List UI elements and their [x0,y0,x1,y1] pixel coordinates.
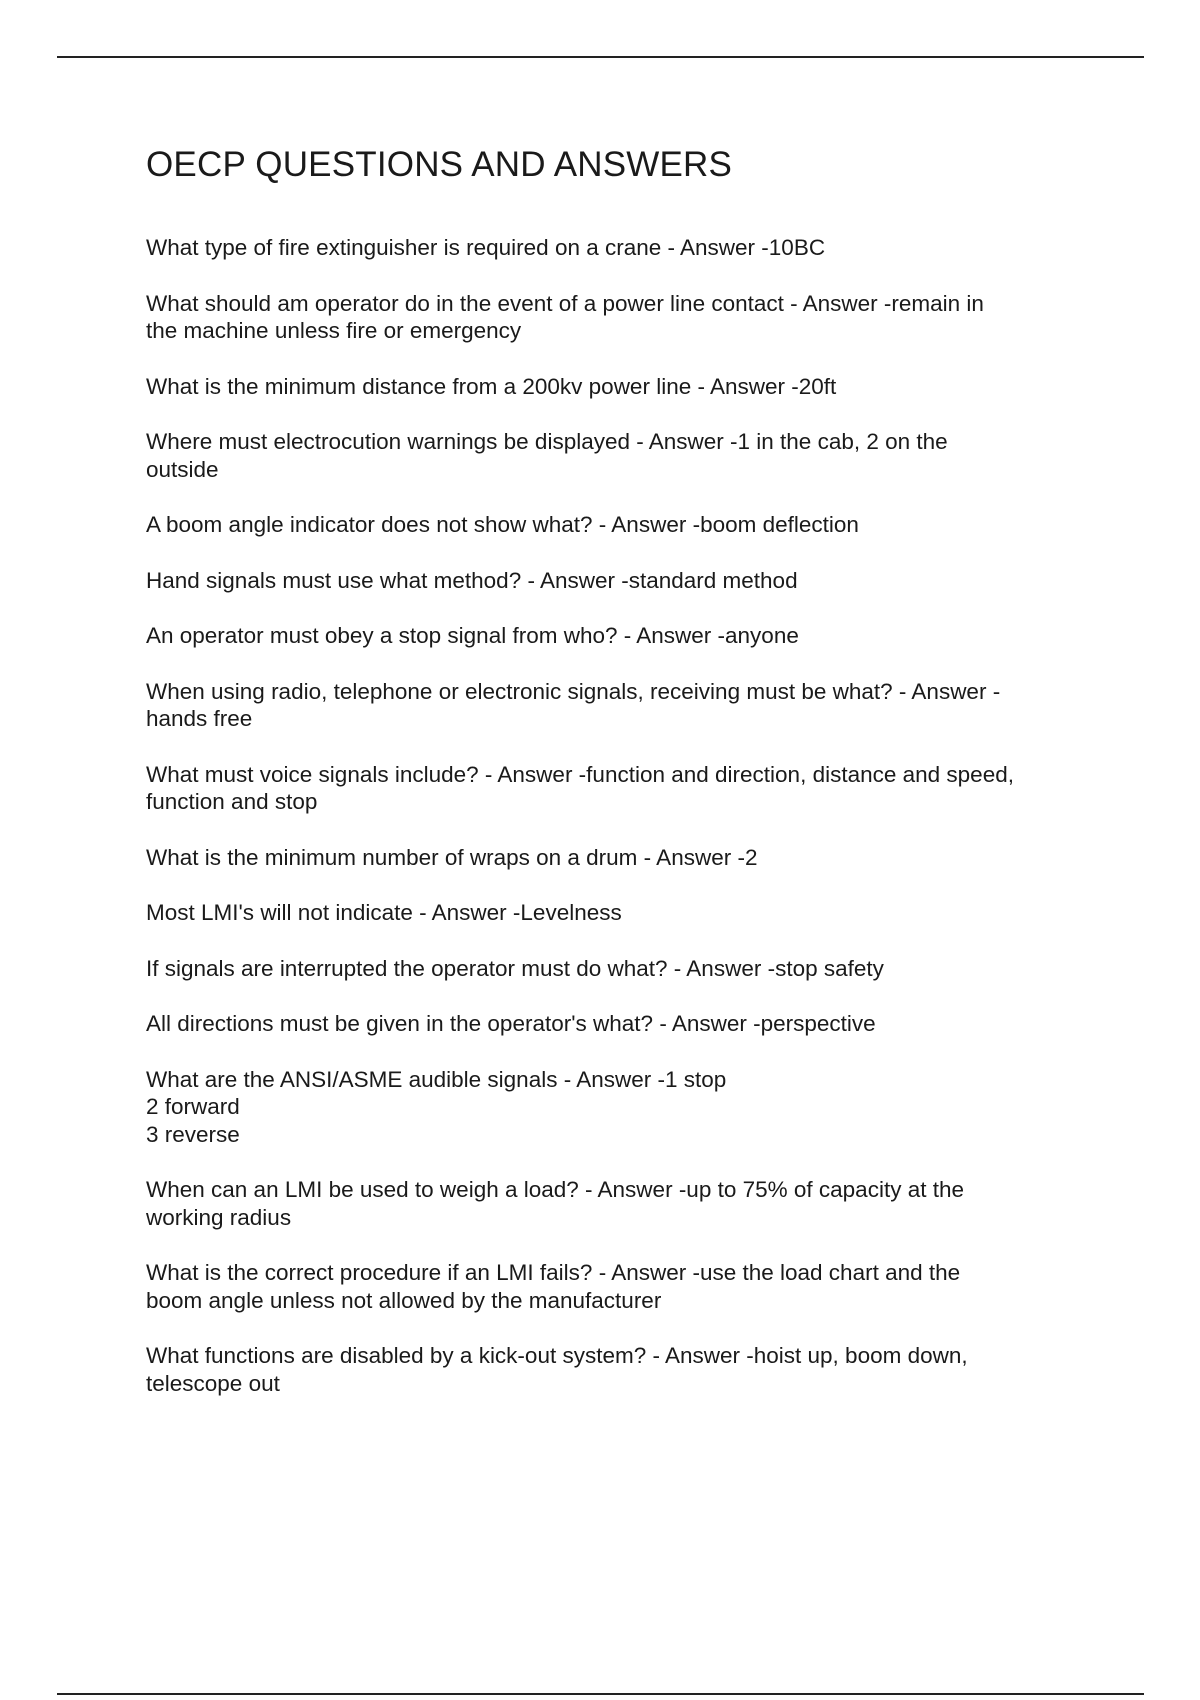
qa-item: What functions are disabled by a kick-out system? - Answer -hoist up, boom down, telescope out [146,1343,968,1396]
qa-item: What is the minimum distance from a 200kv power line - Answer -20ft [146,373,837,399]
document-title: OECP QUESTIONS AND ANSWERS [146,145,733,184]
qa-item: All directions must be given in the operator's what? - Answer -perspective [146,1011,876,1036]
qa-item: What type of fire extinguisher is required on a crane - Answer -10BC [146,235,826,260]
qa-item: Most LMI's will not indicate - Answer -Levelness [146,900,622,925]
qa-item: When using radio, telephone or electronic signals, receiving must be what? - Answer - hands free [146,678,1001,731]
qa-item: If signals are interrupted the operator must do what? - Answer -stop safety [146,955,884,981]
bottom-divider [57,1693,1144,1695]
qa-list [146,234,1106,1397]
qa-item: What is the minimum number of wraps on a drum - Answer -2 [146,844,758,870]
qa-item: What are the ANSI/ASME audible signals - Answer -1 stop 2 forward 3 reverse [146,1066,727,1147]
qa-item: Hand signals must use what method? - Answer -standard method [146,567,798,593]
qa-item: What is the correct procedure if an LMI fails? - Answer -use the load chart and the boom angle unless not allowed by the manufacturer [146,1260,961,1313]
qa-item: A boom angle indicator does not show what? - Answer -boom deflection [146,512,859,537]
top-divider [57,56,1144,58]
qa-item: What must voice signals include? - Answer -function and direction, distance and speed, function and stop [146,761,1014,814]
document-body [146,145,1106,1425]
qa-item: When can an LMI be used to weigh a load? - Answer -up to 75% of capacity at the working radius [146,1177,964,1230]
qa-item: An operator must obey a stop signal from who? - Answer -anyone [146,623,799,648]
qa-item: What should am operator do in the event of a power line contact - Answer -remain in the machine unless fire or emergency [146,290,984,343]
qa-item: Where must electrocution warnings be displayed - Answer -1 in the cab, 2 on the outside [146,429,948,482]
